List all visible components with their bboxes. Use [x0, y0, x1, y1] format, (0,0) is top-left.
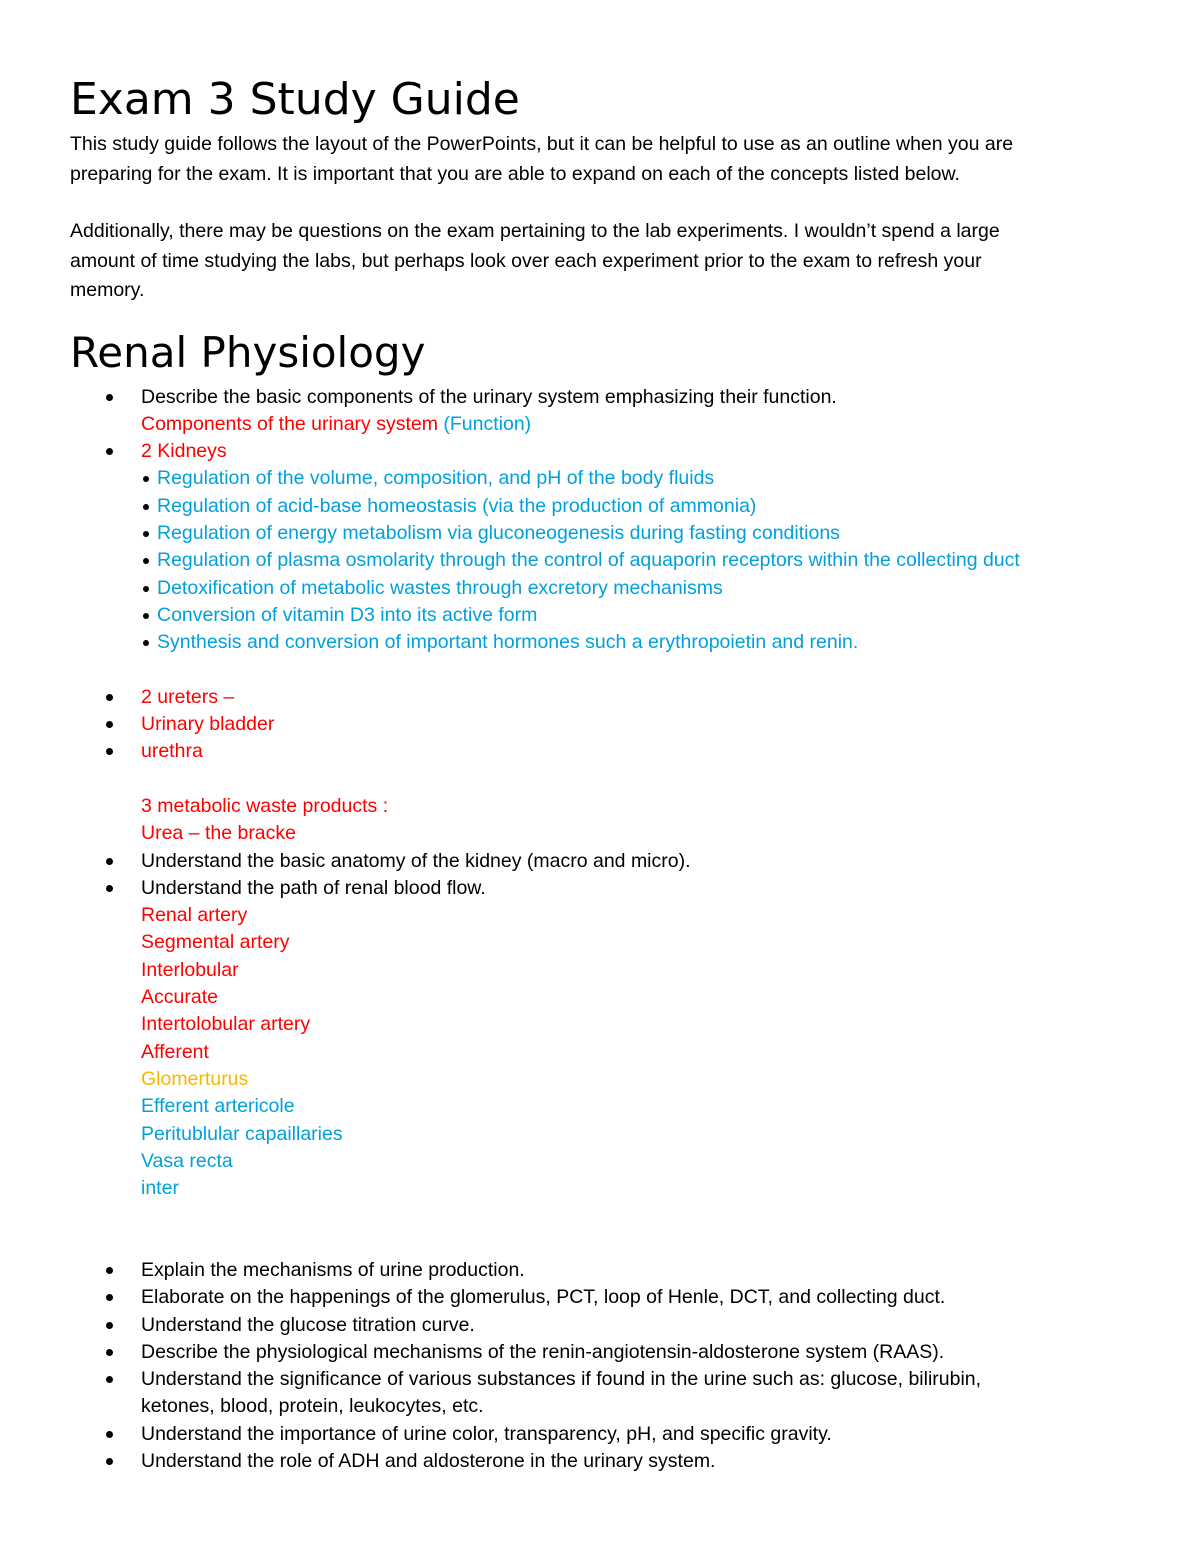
- bullet-icon: [143, 558, 149, 564]
- list-item: Understand the significance of various substances if found in the urine such as: glucose, bilirubin,: [70, 1366, 1140, 1393]
- intro-line: This study guide follows the layout of the PowerPoints, but it can be helpful to use as an outline when you are: [70, 133, 1014, 155]
- bullet-icon: [143, 640, 149, 646]
- list-item: 2 Kidneys: [70, 438, 1140, 465]
- bullet-icon: [106, 748, 113, 755]
- sub-list-item: Conversion of vitamin D3 into its active form: [70, 602, 1140, 629]
- list-item: Explain the mechanisms of urine production.: [70, 1257, 1140, 1284]
- intro-line: amount of time studying the labs, but perhaps look over each experiment prior to the exam to refresh your: [70, 249, 982, 272]
- list-item: Elaborate on the happenings of the glomerulus, PCT, loop of Henle, DCT, and collecting duct.: [70, 1284, 1140, 1311]
- bloodflow-step: Interlobular: [141, 958, 239, 981]
- bloodflow-step: Peritublular capaillaries: [141, 1122, 343, 1145]
- bullet-icon: [106, 1458, 113, 1465]
- bullet-icon: [143, 586, 149, 592]
- sub-list-item: Regulation of the volume, composition, and pH of the body fluids: [70, 465, 1140, 492]
- bullet-icon: [143, 476, 149, 482]
- bloodflow-step: Accurate: [141, 986, 218, 1009]
- list-item: Understand the glucose titration curve.: [70, 1312, 1140, 1339]
- list-item: Understand the role of ADH and aldosterone in the urinary system.: [70, 1448, 1140, 1475]
- bullet-icon: [106, 721, 113, 728]
- bullet-icon: [106, 448, 113, 455]
- bullet-icon: [143, 531, 149, 537]
- bloodflow-step: Renal artery: [141, 904, 248, 927]
- bloodflow-step: Intertolobular artery: [141, 1013, 311, 1036]
- bullet-icon: [106, 885, 113, 892]
- sub-list-item: Regulation of acid-base homeostasis (via the production of ammonia): [70, 493, 1140, 520]
- bloodflow-step: inter: [141, 1177, 179, 1200]
- section-heading: Renal Physiology: [70, 327, 426, 377]
- intro-line: memory.: [70, 279, 145, 301]
- components-line: Components of the urinary system (Function): [141, 412, 532, 435]
- bloodflow-step: Glomerturus: [141, 1067, 249, 1090]
- list-item: Urinary bladder: [70, 711, 1140, 738]
- document-page: [70, 70, 1140, 1475]
- bullet-icon: [106, 1376, 113, 1383]
- bullet-icon: [106, 1267, 113, 1274]
- intro-line: preparing for the exam. It is important that you are able to expand on each of the concepts listed below.: [70, 162, 960, 185]
- list-item: urethra: [70, 738, 1140, 765]
- bloodflow-step: Vasa recta: [141, 1149, 233, 1172]
- bullet-icon: [106, 1294, 113, 1301]
- waste-urea: Urea – the bracke: [141, 822, 297, 845]
- renal-list: [70, 384, 1140, 1476]
- waste-heading: 3 metabolic waste products :: [141, 794, 389, 817]
- sub-list-item: Synthesis and conversion of important hormones such a erythropoietin and renin.: [70, 629, 1140, 656]
- bullet-icon: [106, 694, 113, 701]
- page-title: Exam 3 Study Guide: [70, 74, 520, 125]
- sub-list-item: Detoxification of metabolic wastes through excretory mechanisms: [70, 575, 1140, 602]
- intro-line: Additionally, there may be questions on the exam pertaining to the lab experiments. I wouldn’t spend a large: [70, 220, 1000, 242]
- bloodflow-step: Segmental artery: [141, 931, 290, 954]
- list-item: Understand the importance of urine color, transparency, pH, and specific gravity.: [70, 1421, 1140, 1448]
- bloodflow-step: Afferent: [141, 1040, 209, 1063]
- bullet-icon: [106, 1349, 113, 1356]
- list-item: Describe the physiological mechanisms of the renin-angiotensin-aldosterone system (RAAS).: [70, 1339, 1140, 1366]
- list-item: Describe the basic components of the urinary system emphasizing their function.: [70, 384, 1140, 411]
- bullet-icon: [106, 1431, 113, 1438]
- sub-list-item: Regulation of plasma osmolarity through the control of aquaporin receptors within the collecting duct: [70, 547, 1140, 574]
- bullet-icon: [106, 858, 113, 865]
- bullet-icon: [106, 394, 113, 401]
- sub-list-item: Regulation of energy metabolism via gluconeogenesis during fasting conditions: [70, 520, 1140, 547]
- list-item: 2 ureters –: [70, 684, 1140, 711]
- bullet-icon: [143, 613, 149, 619]
- bullet-icon: [106, 1322, 113, 1329]
- list-item: Understand the path of renal blood flow.: [70, 875, 1140, 902]
- list-item: Understand the basic anatomy of the kidney (macro and micro).: [70, 848, 1140, 875]
- bullet-icon: [143, 504, 149, 510]
- bloodflow-step: Efferent artericole: [141, 1095, 295, 1118]
- list-item-continuation: ketones, blood, protein, leukocytes, etc.: [141, 1395, 484, 1418]
